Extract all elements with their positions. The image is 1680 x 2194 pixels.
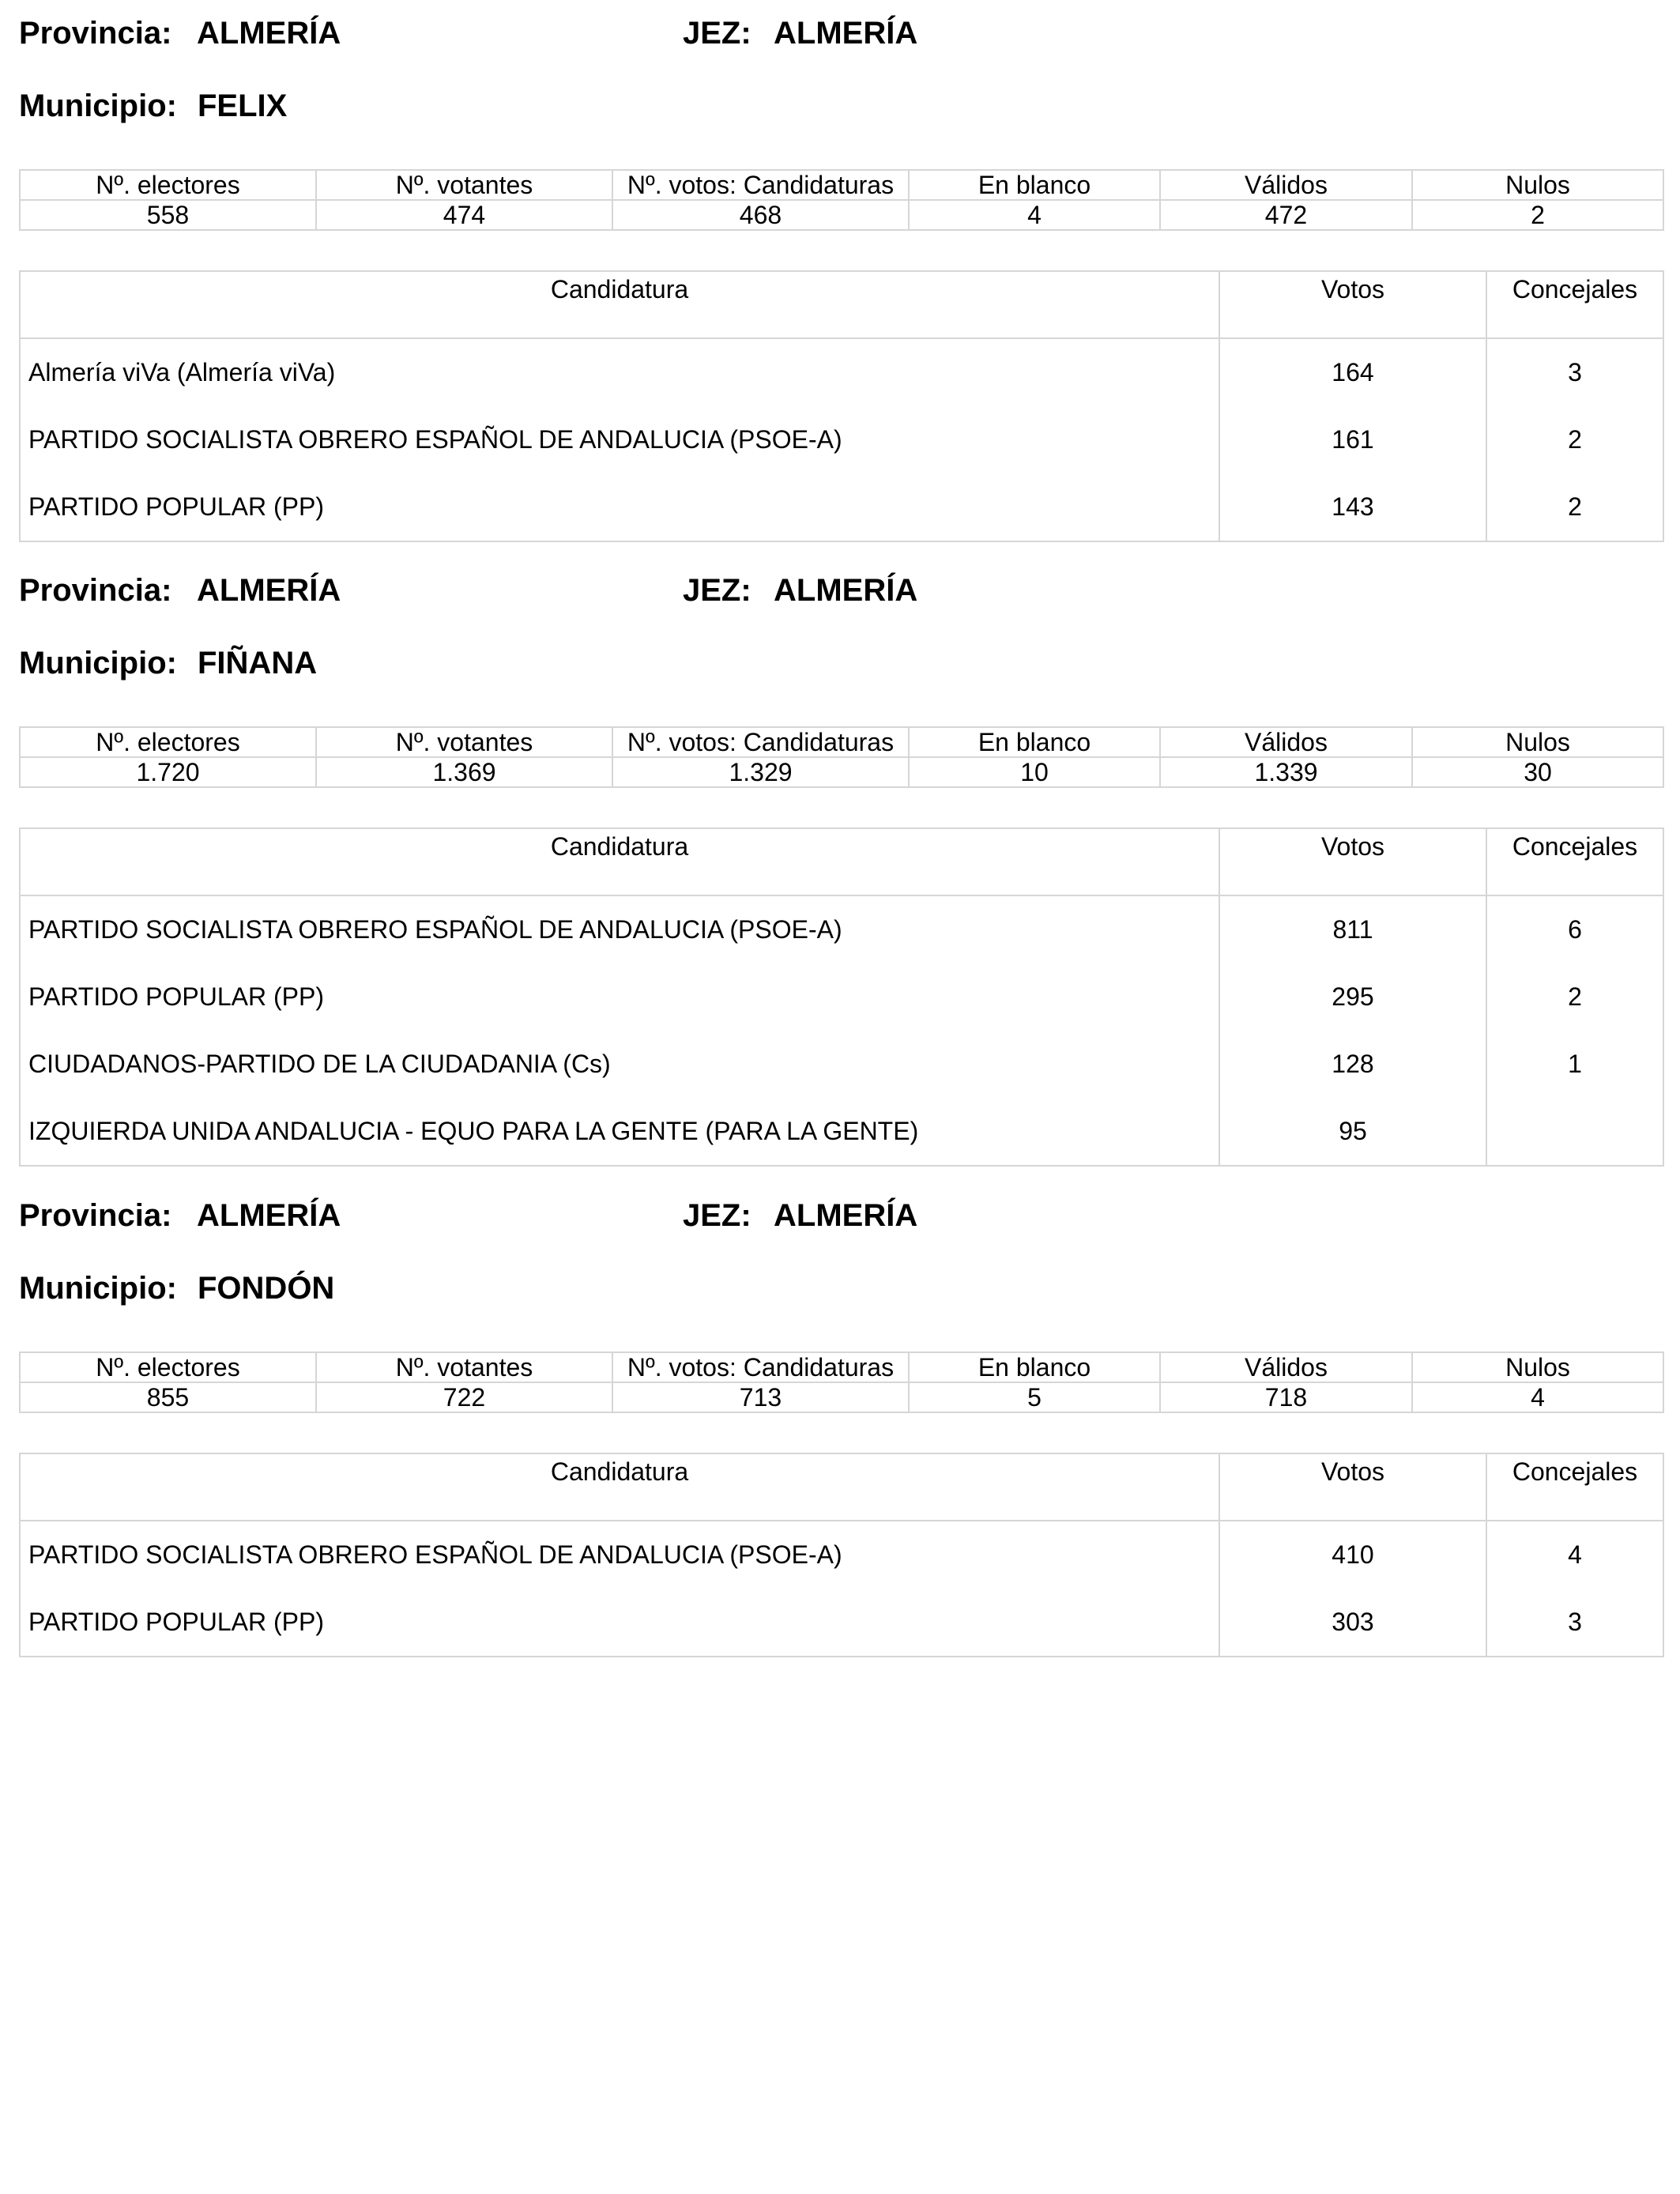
votos-value: 143 — [1219, 473, 1486, 541]
votos-value: 161 — [1219, 406, 1486, 473]
concejales-value: 2 — [1568, 425, 1582, 454]
stats-header-row — [20, 727, 1663, 757]
stats-header-cell: Válidos — [1160, 1352, 1412, 1382]
municipio-name: FONDÓN — [198, 1271, 335, 1306]
concejales-value: 2 — [1568, 982, 1582, 1011]
municipio-name: FIÑANA — [198, 646, 318, 680]
stats-value-cell: 472 — [1160, 200, 1412, 230]
candidaturas-table — [19, 827, 1664, 1167]
stats-value-cell: 713 — [612, 1382, 909, 1412]
concejales-value: 3 — [1568, 1608, 1582, 1636]
concejales-header: Concejales — [1486, 828, 1663, 895]
stats-header-cell: Nº. electores — [20, 727, 316, 757]
candidatura-name: PARTIDO POPULAR (PP) — [20, 1589, 1219, 1657]
stats-header-cell: Nº. electores — [20, 170, 316, 200]
candidatura-name: PARTIDO POPULAR (PP) — [20, 473, 1219, 541]
stats-header-cell: Nº. votantes — [316, 727, 612, 757]
stats-value-cell: 1.369 — [316, 757, 612, 787]
votos-value: 410 — [1219, 1521, 1486, 1589]
stats-value-cell: 1.329 — [612, 757, 909, 787]
provincia-value: ALMERÍA — [197, 573, 341, 608]
stats-table — [19, 169, 1664, 231]
stats-header-cell: Nulos — [1412, 1352, 1663, 1382]
table-row — [20, 406, 1663, 473]
stats-table — [19, 1351, 1664, 1413]
jez-label: JEZ: — [683, 573, 751, 608]
stats-header-cell: Válidos — [1160, 170, 1412, 200]
candidatura-name: CIUDADANOS-PARTIDO DE LA CIUDADANIA (Cs) — [20, 1031, 1219, 1098]
votos-value: 303 — [1219, 1589, 1486, 1657]
candidaturas-header-row — [20, 828, 1663, 895]
stats-value-cell: 558 — [20, 200, 316, 230]
provincia-line — [19, 571, 1663, 609]
municipio-label: Municipio: — [19, 89, 177, 123]
stats-value-cell: 5 — [909, 1382, 1160, 1412]
votos-value: 164 — [1219, 338, 1486, 406]
candidaturas-header-row — [20, 1453, 1663, 1521]
stats-header-cell: Nº. votos: Candidaturas — [612, 1352, 909, 1382]
stats-value-row — [20, 1382, 1663, 1412]
jez-value: ALMERÍA — [774, 1198, 918, 1233]
stats-value-cell: 855 — [20, 1382, 316, 1412]
votos-header: Votos — [1219, 828, 1486, 895]
votos-value: 811 — [1219, 895, 1486, 963]
candidaturas-table — [19, 1453, 1664, 1657]
candidatura-name: PARTIDO SOCIALISTA OBRERO ESPAÑOL DE ANDALUCIA (PSOE-A) — [20, 1521, 1219, 1589]
stats-value-cell: 2 — [1412, 200, 1663, 230]
candidatura-name: Almería viVa (Almería viVa) — [20, 338, 1219, 406]
candidaturas-header-row — [20, 271, 1663, 338]
stats-header-cell: Nulos — [1412, 170, 1663, 200]
municipio-name: FELIX — [198, 89, 288, 123]
provincia-label: Provincia: — [19, 573, 172, 608]
municipio-label: Municipio: — [19, 1271, 177, 1306]
votos-value: 295 — [1219, 963, 1486, 1031]
provincia-line — [19, 1197, 1663, 1235]
table-row — [20, 1521, 1663, 1589]
concejales-header: Concejales — [1486, 271, 1663, 338]
stats-header-cell: En blanco — [909, 170, 1160, 200]
candidatura-name: PARTIDO SOCIALISTA OBRERO ESPAÑOL DE ANDALUCIA (PSOE-A) — [20, 895, 1219, 963]
stats-header-cell: En blanco — [909, 727, 1160, 757]
municipio-line — [19, 87, 1663, 125]
concejales-value: 4 — [1568, 1540, 1582, 1569]
stats-value-row — [20, 757, 1663, 787]
votos-header: Votos — [1219, 1453, 1486, 1521]
stats-header-cell: Nº. votantes — [316, 170, 612, 200]
concejales-value — [1486, 1098, 1663, 1166]
stats-value-row — [20, 200, 1663, 230]
stats-value-cell: 4 — [909, 200, 1160, 230]
stats-header-row — [20, 170, 1663, 200]
jez-label: JEZ: — [683, 1198, 751, 1233]
stats-value-cell: 474 — [316, 200, 612, 230]
municipio-line — [19, 644, 1663, 682]
table-row — [20, 338, 1663, 406]
concejales-value: 1 — [1568, 1050, 1582, 1078]
candidatura-header: Candidatura — [20, 1453, 1219, 1521]
concejales-value: 6 — [1568, 915, 1582, 944]
table-row — [20, 1589, 1663, 1657]
votos-value: 95 — [1219, 1098, 1486, 1166]
concejales-header: Concejales — [1486, 1453, 1663, 1521]
stats-value-cell: 30 — [1412, 757, 1663, 787]
jez-value: ALMERÍA — [774, 16, 918, 51]
candidatura-name: IZQUIERDA UNIDA ANDALUCIA - EQUO PARA LA GENTE (PARA LA GENTE) — [20, 1098, 1219, 1166]
concejales-value: 3 — [1568, 358, 1582, 386]
provincia-line — [19, 14, 1663, 52]
candidatura-header: Candidatura — [20, 828, 1219, 895]
stats-value-cell: 4 — [1412, 1382, 1663, 1412]
provincia-value: ALMERÍA — [197, 16, 341, 51]
table-row — [20, 1031, 1663, 1098]
stats-header-cell: Válidos — [1160, 727, 1412, 757]
stats-header-cell: Nulos — [1412, 727, 1663, 757]
stats-header-cell: En blanco — [909, 1352, 1160, 1382]
stats-value-cell: 718 — [1160, 1382, 1412, 1412]
votos-header: Votos — [1219, 271, 1486, 338]
jez-label: JEZ: — [683, 16, 751, 51]
stats-value-cell: 468 — [612, 200, 909, 230]
stats-value-cell: 1.720 — [20, 757, 316, 787]
stats-table — [19, 726, 1664, 788]
stats-header-cell: Nº. votantes — [316, 1352, 612, 1382]
concejales-value: 2 — [1568, 492, 1582, 521]
stats-header-cell: Nº. votos: Candidaturas — [612, 170, 909, 200]
votos-value: 128 — [1219, 1031, 1486, 1098]
jez-value: ALMERÍA — [774, 573, 918, 608]
table-row — [20, 1098, 1663, 1166]
stats-header-cell: Nº. electores — [20, 1352, 316, 1382]
candidatura-name: PARTIDO SOCIALISTA OBRERO ESPAÑOL DE ANDALUCIA (PSOE-A) — [20, 406, 1219, 473]
stats-value-cell: 722 — [316, 1382, 612, 1412]
stats-value-cell: 10 — [909, 757, 1160, 787]
provincia-label: Provincia: — [19, 1198, 172, 1233]
candidaturas-table — [19, 270, 1664, 542]
table-row — [20, 963, 1663, 1031]
municipio-line — [19, 1269, 1663, 1307]
candidatura-header: Candidatura — [20, 271, 1219, 338]
table-row — [20, 473, 1663, 541]
stats-value-cell: 1.339 — [1160, 757, 1412, 787]
stats-header-cell: Nº. votos: Candidaturas — [612, 727, 909, 757]
municipio-label: Municipio: — [19, 646, 177, 680]
candidatura-name: PARTIDO POPULAR (PP) — [20, 963, 1219, 1031]
stats-header-row — [20, 1352, 1663, 1382]
provincia-value: ALMERÍA — [197, 1198, 341, 1233]
provincia-label: Provincia: — [19, 16, 172, 51]
table-row — [20, 895, 1663, 963]
